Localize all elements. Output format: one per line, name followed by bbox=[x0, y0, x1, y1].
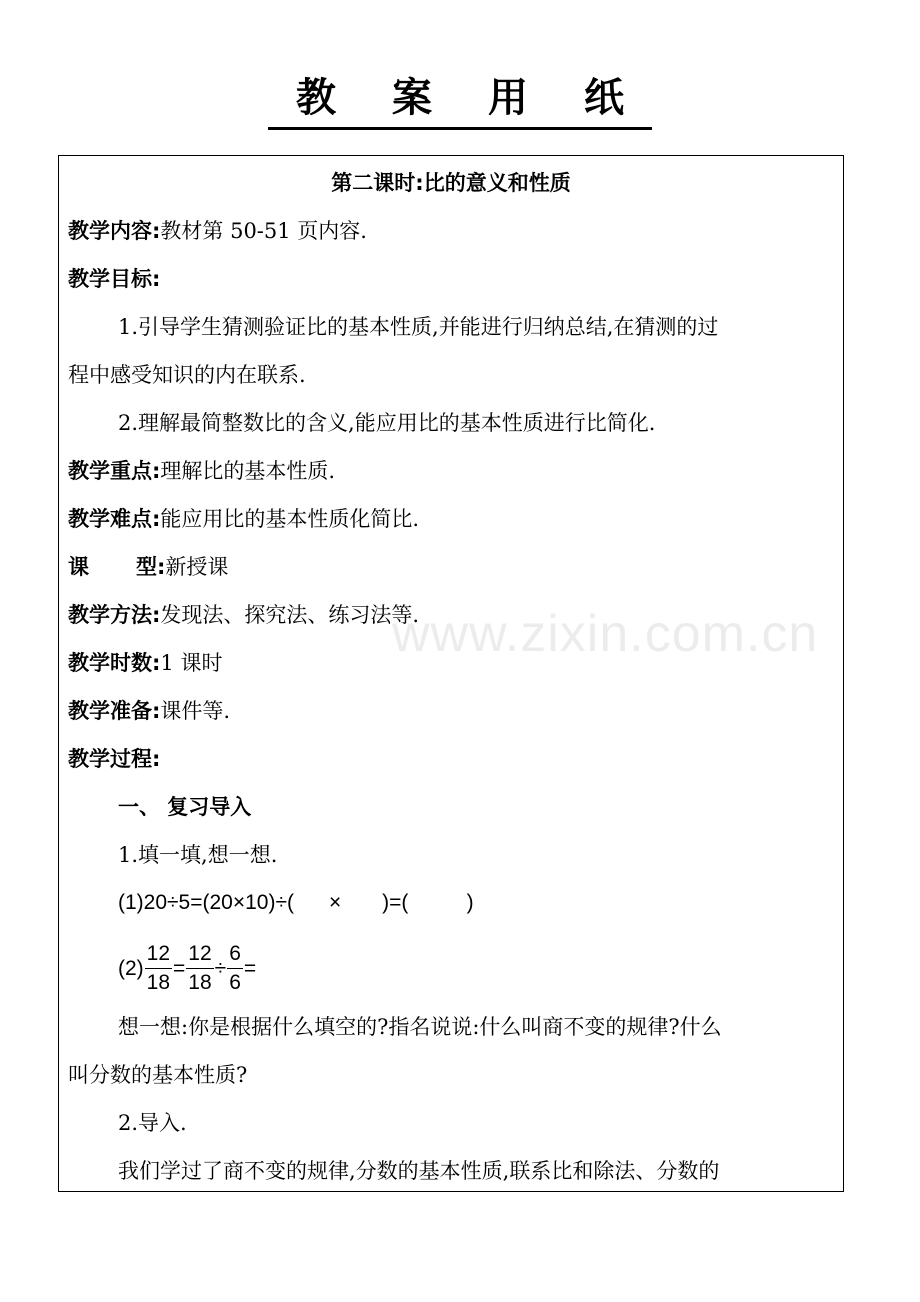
prep-text: 课件等. bbox=[160, 699, 231, 723]
page-title bbox=[0, 66, 920, 130]
process-label: 教学过程: bbox=[68, 747, 161, 771]
fraction-2-denominator: 18 bbox=[188, 971, 212, 994]
fraction-1 bbox=[145, 940, 172, 997]
key-label: 教学重点: bbox=[68, 459, 161, 483]
intro-line1: 我们学过了商不变的规律,分数的基本性质,联系比和除法、分数的 bbox=[118, 1159, 720, 1183]
title-char-4: 纸 bbox=[584, 75, 624, 121]
key-row bbox=[68, 458, 837, 484]
item2: 2.导入. bbox=[118, 1111, 187, 1135]
type-row bbox=[68, 554, 837, 580]
difficulty-row bbox=[68, 506, 837, 532]
fraction-3-denominator: 6 bbox=[229, 971, 241, 994]
type-label-b: 型: bbox=[136, 555, 166, 579]
fraction-1-numerator: 12 bbox=[146, 942, 171, 965]
method-text: 发现法、探究法、练习法等. bbox=[160, 603, 420, 627]
content-label: 教学内容: bbox=[68, 219, 161, 243]
eq2-equals-2: = bbox=[243, 956, 257, 980]
goal1-line2: 程中感受知识的内在联系. bbox=[68, 363, 306, 387]
watermark: www.zixin.com.cn bbox=[392, 605, 819, 663]
content-text: 教材第 50-51 页内容. bbox=[160, 219, 367, 243]
type-text: 新授课 bbox=[165, 555, 229, 579]
hours-label: 教学时数: bbox=[68, 651, 161, 675]
prep-label: 教学准备: bbox=[68, 699, 161, 723]
difficulty-label: 教学难点: bbox=[68, 507, 161, 531]
equation-2 bbox=[118, 932, 837, 1002]
title-char-2: 案 bbox=[392, 75, 432, 121]
key-text: 理解比的基本性质. bbox=[160, 459, 336, 483]
equation-1: (1)20÷5=(20×10)÷( × )=( ) bbox=[118, 891, 474, 914]
lesson-plan-frame bbox=[58, 155, 844, 1192]
method-label: 教学方法: bbox=[68, 603, 161, 627]
title-char-3: 用 bbox=[488, 75, 528, 121]
think-line2: 叫分数的基本性质? bbox=[68, 1063, 248, 1087]
hours-text: 1 课时 bbox=[160, 651, 223, 675]
item1: 1.填一填,想一想. bbox=[118, 843, 278, 867]
prep-row bbox=[68, 698, 837, 724]
goal1-line1: 1.引导学生猜测验证比的基本性质,并能进行归纳总结,在猜测的过 bbox=[118, 315, 719, 339]
fraction-2 bbox=[186, 940, 213, 997]
process-row bbox=[68, 746, 837, 772]
eq2-divide: ÷ bbox=[214, 956, 227, 980]
difficulty-text: 能应用比的基本性质化简比. bbox=[160, 507, 420, 531]
title-char-1: 教 bbox=[296, 75, 336, 121]
content-row bbox=[68, 218, 837, 244]
fraction-2-numerator: 12 bbox=[188, 942, 212, 965]
eq2-equals-1: = bbox=[173, 956, 186, 980]
goals-row bbox=[68, 266, 837, 292]
fraction-3-numerator: 6 bbox=[229, 942, 241, 965]
goal2: 2.理解最简整数比的含义,能应用比的基本性质进行比简化. bbox=[118, 411, 656, 435]
section-1-heading: 一、 复习导入 bbox=[118, 795, 252, 819]
type-label-a: 课 bbox=[68, 555, 89, 579]
lesson-title: 第二课时:比的意义和性质 bbox=[331, 171, 571, 195]
eq2-prefix: (2) bbox=[118, 956, 144, 980]
think-line1: 想一想:你是根据什么填空的?指名说说:什么叫商不变的规律?什么 bbox=[118, 1015, 722, 1039]
fraction-1-denominator: 18 bbox=[146, 971, 171, 994]
fraction-3 bbox=[227, 940, 243, 997]
goals-label: 教学目标: bbox=[68, 267, 161, 291]
